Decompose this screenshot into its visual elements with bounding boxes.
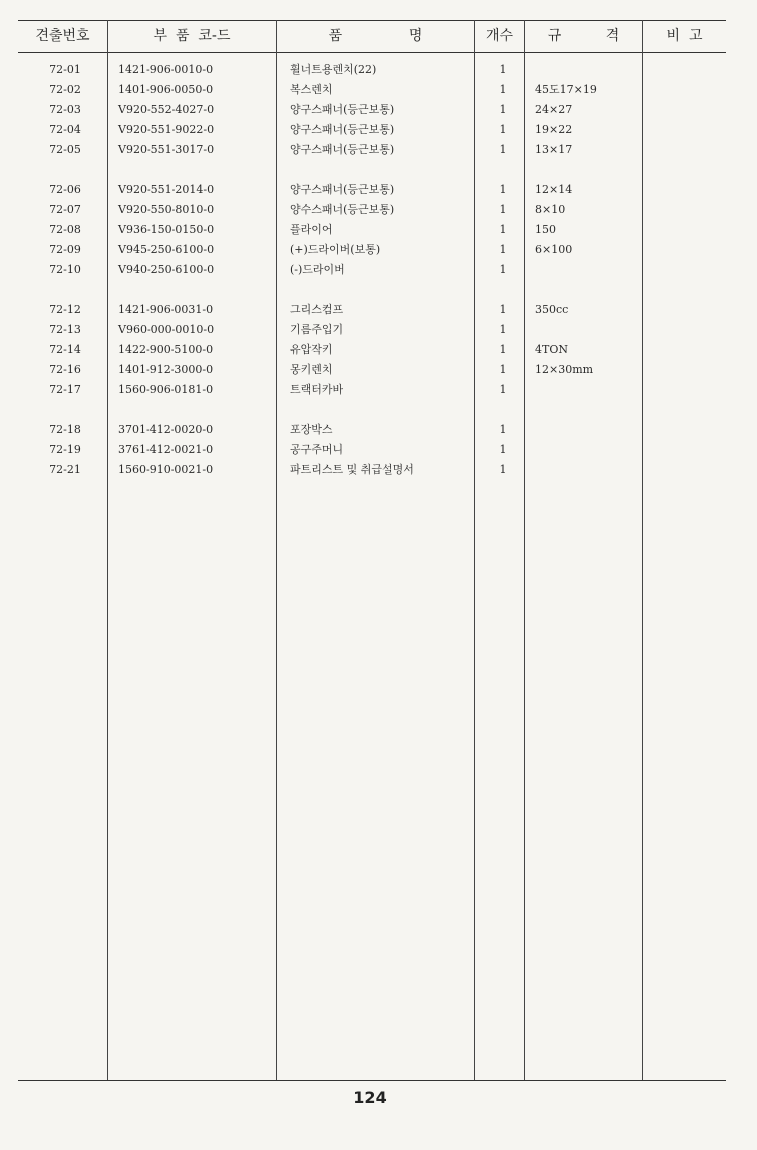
- part-name-cell: 양구스패너(등근보통): [290, 123, 395, 136]
- index-number-cell: 72-02: [49, 83, 81, 96]
- table-row: [0, 420, 757, 440]
- index-number-cell: 72-03: [49, 103, 81, 116]
- table-row: [0, 460, 757, 480]
- part-name-cell: 트랙터카바: [290, 383, 344, 396]
- table-row: [0, 440, 757, 460]
- header-index-number: 견출번호: [35, 28, 90, 44]
- table-row: [0, 120, 757, 140]
- part-code-cell: 1421-906-0031-0: [118, 303, 214, 316]
- part-name-cell: 그리스컴프: [290, 303, 344, 316]
- specification-cell: 19×22: [535, 123, 573, 136]
- quantity-cell: 1: [499, 243, 507, 256]
- quantity-cell: 1: [499, 303, 507, 316]
- specification-cell: 6×100: [535, 243, 573, 256]
- table-row: [0, 60, 757, 80]
- part-name-cell: (+)드라이버(보통): [290, 243, 381, 256]
- quantity-cell: 1: [499, 103, 507, 116]
- quantity-cell: 1: [499, 183, 507, 196]
- top-rule: [18, 20, 726, 21]
- part-name-cell: 복스렌치: [290, 83, 333, 96]
- part-code-cell: 1560-906-0181-0: [118, 383, 214, 396]
- quantity-cell: 1: [499, 83, 507, 96]
- index-number-cell: 72-17: [49, 383, 81, 396]
- quantity-cell: 1: [499, 383, 507, 396]
- part-code-cell: 3761-412-0021-0: [118, 443, 214, 456]
- part-code-cell: 1401-912-3000-0: [118, 363, 214, 376]
- quantity-cell: 1: [499, 423, 507, 436]
- part-code-cell: V940-250-6100-0: [118, 263, 215, 276]
- header-quantity: 개수: [485, 28, 514, 44]
- index-number-cell: 72-04: [49, 123, 81, 136]
- part-code-cell: 1421-906-0010-0: [118, 63, 214, 76]
- part-name-cell: 양수스패너(등근보통): [290, 203, 395, 216]
- parts-table-body: [0, 60, 757, 480]
- part-name-cell: 기름주입기: [290, 323, 344, 336]
- part-name-cell: 공구주머니: [290, 443, 344, 456]
- quantity-cell: 1: [499, 143, 507, 156]
- quantity-cell: 1: [499, 343, 507, 356]
- table-row: [0, 380, 757, 400]
- table-row: [0, 260, 757, 280]
- quantity-cell: 1: [499, 363, 507, 376]
- quantity-cell: 1: [499, 63, 507, 76]
- table-row: [0, 340, 757, 360]
- index-number-cell: 72-13: [49, 323, 81, 336]
- header-rule: [18, 52, 726, 53]
- table-row: [0, 320, 757, 340]
- table-row: [0, 240, 757, 260]
- index-number-cell: 72-05: [49, 143, 81, 156]
- part-code-cell: V936-150-0150-0: [118, 223, 215, 236]
- table-row: [0, 360, 757, 380]
- specification-cell: 150: [535, 223, 556, 236]
- part-code-cell: V945-250-6100-0: [118, 243, 215, 256]
- part-name-cell: 양구스패너(등근보통): [290, 143, 395, 156]
- specification-cell: 45도17×19: [535, 83, 597, 96]
- table-row: [0, 180, 757, 200]
- specification-cell: 350cc: [535, 303, 569, 316]
- page-number: 124: [353, 1088, 387, 1107]
- specification-cell: 12×30mm: [535, 363, 594, 376]
- part-name-cell: (-)드라이버: [290, 263, 345, 276]
- part-code-cell: V920-551-9022-0: [118, 123, 215, 136]
- specification-cell: 24×27: [535, 103, 573, 116]
- table-row: [0, 220, 757, 240]
- part-name-cell: 플라이어: [290, 223, 333, 236]
- index-number-cell: 72-01: [49, 63, 81, 76]
- specification-cell: 12×14: [535, 183, 573, 196]
- part-code-cell: V920-551-2014-0: [118, 183, 215, 196]
- part-code-cell: 1422-900-5100-0: [118, 343, 214, 356]
- part-code-cell: V920-552-4027-0: [118, 103, 215, 116]
- table-row: [0, 140, 757, 160]
- part-code-cell: V920-550-8010-0: [118, 203, 215, 216]
- quantity-cell: 1: [499, 323, 507, 336]
- part-name-cell: 파트리스트 및 취급설명서: [290, 463, 414, 476]
- specification-cell: 4TON: [535, 343, 568, 356]
- part-code-cell: V960-000-0010-0: [118, 323, 215, 336]
- index-number-cell: 72-09: [49, 243, 81, 256]
- part-name-cell: 휠너트용렌치(22): [290, 63, 377, 76]
- part-name-cell: 몽키렌치: [290, 363, 333, 376]
- quantity-cell: 1: [499, 223, 507, 236]
- part-code-cell: 1560-910-0021-0: [118, 463, 214, 476]
- index-number-cell: 72-06: [49, 183, 81, 196]
- index-number-cell: 72-10: [49, 263, 81, 276]
- specification-cell: 13×17: [535, 143, 573, 156]
- header-part-name: 품 명: [328, 28, 423, 44]
- index-number-cell: 72-07: [49, 203, 81, 216]
- table-row: [0, 300, 757, 320]
- index-number-cell: 72-18: [49, 423, 81, 436]
- part-name-cell: 유압작키: [290, 343, 333, 356]
- index-number-cell: 72-19: [49, 443, 81, 456]
- part-code-cell: 1401-906-0050-0: [118, 83, 214, 96]
- table-row: [0, 80, 757, 100]
- header-remarks: 비 고: [666, 28, 703, 44]
- quantity-cell: 1: [499, 203, 507, 216]
- index-number-cell: 72-16: [49, 363, 81, 376]
- bottom-rule: [18, 1080, 726, 1081]
- table-row: [0, 100, 757, 120]
- part-code-cell: 3701-412-0020-0: [118, 423, 214, 436]
- quantity-cell: 1: [499, 443, 507, 456]
- part-code-cell: V920-551-3017-0: [118, 143, 215, 156]
- part-name-cell: 양구스패너(등근보통): [290, 103, 395, 116]
- index-number-cell: 72-21: [49, 463, 81, 476]
- header-specification: 규 격: [547, 28, 620, 44]
- index-number-cell: 72-08: [49, 223, 81, 236]
- table-row: [0, 200, 757, 220]
- specification-cell: 8×10: [535, 203, 566, 216]
- part-name-cell: 양구스패너(등근보통): [290, 183, 395, 196]
- quantity-cell: 1: [499, 463, 507, 476]
- header-part-code: 부 품 코-드: [153, 28, 231, 44]
- part-name-cell: 포장박스: [290, 423, 333, 436]
- index-number-cell: 72-12: [49, 303, 81, 316]
- quantity-cell: 1: [499, 123, 507, 136]
- index-number-cell: 72-14: [49, 343, 81, 356]
- quantity-cell: 1: [499, 263, 507, 276]
